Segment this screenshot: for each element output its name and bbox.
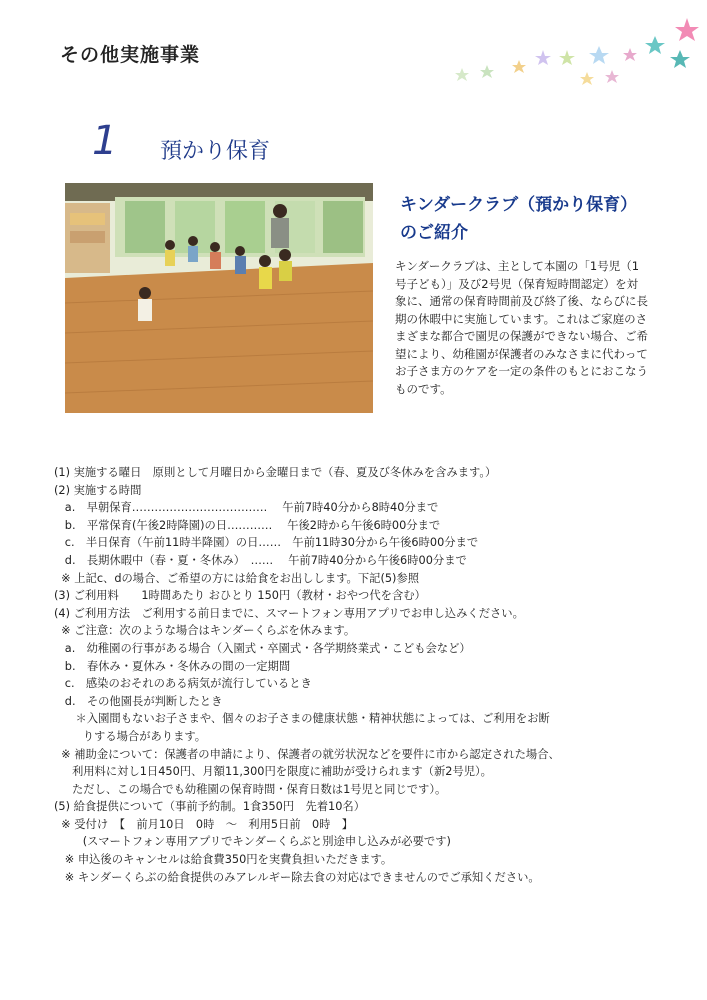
intro-line: 期の休暇中に実施しています。これはご家庭のさ: [395, 311, 648, 326]
detail-line: b. 春休み・夏休み・冬休みの間の一定期間: [54, 659, 291, 673]
intro-line: お子さま方のケアを一定の条件のもとにおこなう: [395, 364, 648, 378]
detail-line: ※ 補助金について：保護者の申請により、保護者の就労状況などを要件に市から認定された場合、: [54, 747, 560, 761]
detail-line: (スマートフォン専用アプリでキンダーくらぶと別途申し込みが必要です): [54, 835, 451, 849]
intro-line: 望により、幼稚園が保護者のみなさまに代わって: [395, 346, 648, 361]
detail-line: ＊入園間もないお子さまや、個々のお子さまの健康状態・精神状態によっては、ご利用をお断: [54, 712, 550, 726]
detail-line: d. その他園長が判断したとき: [54, 694, 223, 708]
intro-paragraph: [395, 258, 665, 398]
star-icon: [455, 18, 699, 85]
detail-line: (2) 実施する時間: [54, 483, 142, 497]
detail-line: (3) ご利用料 1時間あたり おひとり 150円（教材・おやつ代を含む）: [54, 589, 426, 603]
intro-line: まざまな都合で園児の保護ができない場合、ご希: [395, 329, 648, 343]
detail-line: ※ ご注意：次のような場合はキンダーくらぶを休みます。: [54, 624, 356, 638]
detail-line: 利用料に対し1日450円、月額11,300円を限度に補助が受けられます（新2号児）。: [54, 765, 492, 779]
section-title: 預かり保育: [160, 139, 271, 164]
detail-line: d. 長期休暇中（春・夏・冬休み） …… 午前7時40分から午後6時00分まで: [54, 553, 467, 567]
details-list: [54, 464, 674, 886]
intro-line: 象に、通常の保育時間前及び終了後、ならびに長: [395, 294, 648, 308]
detail-line: c. 感染のおそれのある病気が流行しているとき: [54, 677, 312, 691]
detail-line: りする場合があります。: [54, 729, 207, 743]
detail-line: ただし、この場合でも幼稚園の保育時間・保育日数は1号児と同じです）。: [54, 782, 447, 796]
intro-title: [400, 191, 680, 247]
detail-line: ※ キンダーくらぶの給食提供のみアレルギー除去食の対応はできませんのでご承知ください。: [54, 870, 540, 884]
detail-line: (5) 給食提供について（事前予約制。1食350円 先着10名）: [54, 800, 366, 814]
detail-line: a. 幼稚園の行事がある場合（入園式・卒園式・各学期終業式・こども会など）: [54, 641, 471, 655]
detail-line: (1) 実施する曜日 原則として月曜日から金曜日まで（春、夏及び冬休みを含みます。）: [54, 466, 497, 479]
section-number: 1: [92, 118, 118, 164]
intro-title-line: のご紹介: [400, 223, 468, 243]
detail-line: c. 半日保育（午前11時半降園）の日…… 午前11時30分から午後6時00分まで: [54, 536, 479, 550]
detail-line: (4) ご利用方法 ご利用する前日までに、スマートフォン専用アプリでお申し込みください。: [54, 606, 524, 620]
intro-line: キンダークラブは、主として本園の「1号児（1: [395, 259, 640, 273]
detail-line: ※ 受付け 【 前月10日 0時 ～ 利用5日前 0時 】: [54, 817, 354, 831]
intro-title-line: キンダークラブ（預かり保育）: [400, 195, 638, 215]
page-header-title: その他実施事業: [60, 44, 201, 66]
intro-line: 号子ども）」及び2号児（保育短時間認定）を対: [395, 276, 639, 291]
classroom-photo: [65, 183, 373, 413]
decorative-stars: [447, 10, 707, 90]
detail-line: ※ 上記c、dの場合、ご希望の方には給食をお出しします。下記(5)参照: [54, 571, 420, 585]
detail-line: a. 早朝保育……………………………… 午前7時40分から8時40分まで: [54, 501, 439, 515]
detail-line: b. 平常保育(午後2時降園)の日………… 午後2時から午後6時00分まで: [54, 518, 441, 532]
detail-line: ※ 申込後のキャンセルは給食費350円を実費負担いただきます。: [54, 853, 393, 867]
intro-line: ものです。: [395, 381, 452, 396]
